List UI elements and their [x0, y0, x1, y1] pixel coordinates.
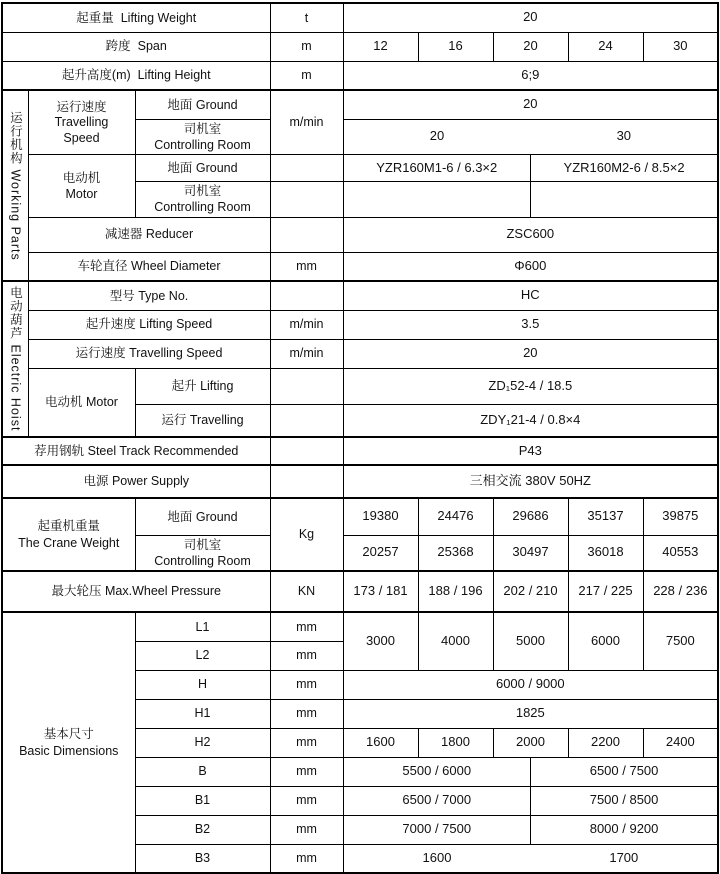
crane-weight-value-cell: 35137 — [568, 498, 643, 535]
hoist-motor-lifting-unit — [270, 368, 343, 404]
label-en: The Crane Weight — [18, 535, 120, 550]
wp-motor-room-value-right — [531, 182, 719, 218]
label-zh: 司机室 — [183, 537, 222, 552]
row-wheel-pressure — [2, 571, 718, 612]
span-unit: m — [270, 32, 343, 61]
dim-h1-unit: mm — [270, 699, 343, 728]
label-en: Type No. — [138, 288, 189, 303]
label-zh: 运行 — [161, 413, 187, 428]
dim-b-value-left: 5500 / 6000 — [343, 757, 531, 786]
power-supply-value: 三相交流 380V 50HZ — [343, 465, 718, 498]
dim-l1-label: L1 — [135, 612, 270, 641]
hoist-motor-lifting-value: ZD₁52-4 / 18.5 — [343, 368, 718, 404]
steel-track-unit — [270, 437, 343, 465]
dim-b1-value-right: 7500 / 8500 — [531, 786, 719, 815]
wp-motor-room-label — [135, 182, 270, 218]
steel-track-value: P43 — [343, 437, 718, 465]
dim-b-label: B — [135, 757, 270, 786]
label-zh: 最大轮压 — [51, 584, 102, 599]
wp-motor-ground-label — [135, 155, 270, 182]
row-lifting-height — [2, 61, 718, 90]
label-zh: 起升 — [171, 378, 197, 393]
label-en: Electric Hoist — [8, 344, 23, 432]
hoist-lifting-speed-value: 3.5 — [343, 310, 718, 339]
power-supply-label — [2, 465, 270, 498]
label-zh: 运行机构 — [8, 110, 23, 165]
wp-motor-label — [28, 155, 135, 218]
crane-weight-value-cell: 36018 — [568, 535, 643, 571]
dim-h2-label: H2 — [135, 728, 270, 757]
dim-b2-value-left: 7000 / 7500 — [343, 815, 531, 844]
crane-weight-room-label — [135, 535, 270, 571]
hoist-motor-lifting-label — [135, 368, 270, 404]
reducer-label — [28, 217, 270, 252]
span-value-cell: 30 — [643, 32, 718, 61]
hoist-motor-travelling-label — [135, 404, 270, 437]
label-en: Controlling Room — [154, 137, 251, 152]
crane-weight-value-cell: 40553 — [643, 535, 718, 571]
crane-weight-value-cell: 19380 — [343, 498, 418, 535]
row-span — [2, 32, 718, 61]
wp-speed-room-value-left: 20 — [343, 119, 531, 155]
dim-b3-unit: mm — [270, 844, 343, 873]
wheel-pressure-label — [2, 571, 270, 612]
label-en: Power Supply — [111, 474, 190, 489]
wp-travelling-speed-label — [28, 90, 135, 155]
hoist-travelling-speed-value: 20 — [343, 339, 718, 368]
label-en: Max.Wheel Pressure — [104, 584, 221, 599]
dim-h2-unit: mm — [270, 728, 343, 757]
lifting-height-unit: m — [270, 61, 343, 90]
hoist-lifting-speed-label — [28, 310, 270, 339]
hoist-type-label — [28, 281, 270, 310]
row-steel-track — [2, 437, 718, 465]
dim-b3-value-left: 1600 — [343, 844, 531, 873]
row-lifting-weight — [2, 3, 718, 32]
hoist-travelling-speed-unit: m/min — [270, 339, 343, 368]
lifting-weight-value: 20 — [343, 3, 718, 32]
label-zh: 起重机重量 — [37, 519, 100, 534]
wp-motor-room-value-left — [343, 182, 531, 218]
label-zh: 荐用钢轨 — [34, 443, 85, 458]
hoist-travelling-speed-label — [28, 339, 270, 368]
dim-b3-value-right: 1700 — [531, 844, 719, 873]
basic-dimensions-label — [2, 612, 135, 873]
hoist-lifting-speed-unit: m/min — [270, 310, 343, 339]
hoist-motor-label — [28, 368, 135, 437]
wheel-diameter-value: Φ600 — [343, 252, 718, 281]
crane-weight-value-cell: 30497 — [493, 535, 568, 571]
label-zh: 运行速度 — [75, 346, 126, 361]
lifting-weight-label — [2, 3, 270, 32]
crane-weight-value-cell: 24476 — [418, 498, 493, 535]
hoist-type-unit — [270, 281, 343, 310]
label-en: Controlling Room — [154, 200, 251, 215]
wheel-pressure-unit: KN — [270, 571, 343, 612]
label-en: Motor — [86, 395, 118, 410]
wp-speed-room-value-right: 30 — [531, 119, 719, 155]
dim-l2-unit: mm — [270, 641, 343, 670]
dim-l-value-cell: 3000 — [343, 612, 418, 670]
dim-l2-label: L2 — [135, 641, 270, 670]
row-wp-motor-ground — [2, 155, 718, 182]
dim-b1-unit: mm — [270, 786, 343, 815]
dim-h1-label: H1 — [135, 699, 270, 728]
dim-h-value: 6000 / 9000 — [343, 670, 718, 699]
label-en: Lifting Height — [137, 68, 211, 83]
hoist-type-value: HC — [343, 281, 718, 310]
label-zh: 基本尺寸 — [43, 727, 94, 742]
crane-weight-label — [2, 498, 135, 571]
label-en: Motor — [65, 186, 98, 201]
label-en: Travelling Speed — [129, 346, 223, 361]
electric-hoist-section-label — [2, 281, 28, 437]
label-en: Travelling Speed — [54, 115, 109, 145]
span-value-cell: 12 — [343, 32, 418, 61]
crane-weight-value-cell: 25368 — [418, 535, 493, 571]
lifting-weight-unit: t — [270, 3, 343, 32]
span-value-cell: 24 — [568, 32, 643, 61]
hoist-motor-travelling-unit — [270, 404, 343, 437]
row-wheel-diameter — [2, 252, 718, 281]
span-value-cell: 16 — [418, 32, 493, 61]
steel-track-label — [2, 437, 270, 465]
lifting-height-value: 6;9 — [343, 61, 718, 90]
label-en: Span — [137, 39, 167, 54]
label-en: Ground — [195, 509, 238, 524]
dim-l-value-cell: 7500 — [643, 612, 718, 670]
wp-speed-unit: m/min — [270, 90, 343, 155]
dim-l-value-cell: 4000 — [418, 612, 493, 670]
label-zh: 电动机 — [62, 170, 101, 185]
label-en: Steel Track Recommended — [87, 443, 239, 458]
dim-b1-value-left: 6500 / 7000 — [343, 786, 531, 815]
crane-spec-table — [1, 2, 719, 874]
wp-motor-ground-value-right: YZR160M2-6 / 8.5×2 — [531, 155, 719, 182]
dim-h2-value-cell: 1800 — [418, 728, 493, 757]
dim-b-value-right: 6500 / 7500 — [531, 757, 719, 786]
label-zh: 跨度 — [105, 39, 131, 54]
label-zh: 司机室 — [183, 184, 222, 198]
label-zh: 起升速度 — [85, 317, 136, 332]
crane-weight-ground-label — [135, 498, 270, 535]
dim-b-unit: mm — [270, 757, 343, 786]
hoist-motor-travelling-value: ZDY₁21-4 / 0.8×4 — [343, 404, 718, 437]
wp-motor-ground-unit — [270, 155, 343, 182]
label-zh: 司机室 — [183, 121, 222, 136]
label-zh: 地面 — [167, 509, 193, 524]
label-en: Wheel Diameter — [130, 259, 221, 274]
wp-motor-room-unit — [270, 182, 343, 218]
dim-b3-label: B3 — [135, 844, 270, 873]
dim-h2-value-cell: 2000 — [493, 728, 568, 757]
label-zh: 地面 — [167, 97, 193, 112]
span-value-cell: 20 — [493, 32, 568, 61]
wp-motor-ground-value-left: YZR160M1-6 / 6.3×2 — [343, 155, 531, 182]
label-zh: 电动机 — [45, 395, 83, 410]
row-wp-speed-ground — [2, 90, 718, 119]
crane-weight-unit: Kg — [270, 498, 343, 571]
crane-weight-value-cell: 20257 — [343, 535, 418, 571]
label-en: Lifting — [200, 378, 234, 393]
label-en: Controlling Room — [154, 553, 251, 568]
label-zh: 运行速度 — [56, 99, 107, 114]
label-en: Basic Dimensions — [19, 743, 119, 758]
crane-weight-value-cell: 39875 — [643, 498, 718, 535]
wp-speed-room-label — [135, 119, 270, 155]
dim-l-value-cell: 5000 — [493, 612, 568, 670]
label-zh: 起重量 — [76, 10, 114, 25]
label-en: Ground — [195, 97, 238, 112]
dim-h2-value-cell: 1600 — [343, 728, 418, 757]
wp-speed-ground-label — [135, 90, 270, 119]
row-dim-l1 — [2, 612, 718, 641]
dim-h-unit: mm — [270, 670, 343, 699]
label-zh: 地面 — [167, 160, 193, 175]
dim-h-label: H — [135, 670, 270, 699]
dim-h2-value-cell: 2200 — [568, 728, 643, 757]
label-en: Working Parts — [8, 169, 23, 261]
working-parts-section-label — [2, 90, 28, 281]
label-en: Travelling — [189, 413, 244, 428]
dim-b2-unit: mm — [270, 815, 343, 844]
dim-l1-unit: mm — [270, 612, 343, 641]
crane-weight-value-cell: 29686 — [493, 498, 568, 535]
row-hoist-type — [2, 281, 718, 310]
wheel-diameter-label — [28, 252, 270, 281]
row-hoist-lifting-speed — [2, 310, 718, 339]
dim-l-value-cell: 6000 — [568, 612, 643, 670]
label-zh: 起升高度(m) — [61, 68, 131, 83]
reducer-value: ZSC600 — [343, 217, 718, 252]
dim-b1-label: B1 — [135, 786, 270, 815]
label-en: Lifting Weight — [120, 10, 197, 25]
dim-b2-label: B2 — [135, 815, 270, 844]
wheel-pressure-value-cell: 188 / 196 — [418, 571, 493, 612]
label-zh: 车轮直径 — [77, 259, 128, 274]
power-supply-unit — [270, 465, 343, 498]
label-en: Ground — [195, 160, 238, 175]
row-crane-weight-ground — [2, 498, 718, 535]
span-label — [2, 32, 270, 61]
label-zh: 电动葫芦 — [8, 286, 23, 341]
wheel-pressure-value-cell: 202 / 210 — [493, 571, 568, 612]
row-hoist-motor-lifting — [2, 368, 718, 404]
row-power-supply — [2, 465, 718, 498]
wheel-diameter-unit: mm — [270, 252, 343, 281]
label-en: Lifting Speed — [139, 317, 213, 332]
wheel-pressure-value-cell: 173 / 181 — [343, 571, 418, 612]
row-hoist-travelling-speed — [2, 339, 718, 368]
dim-h2-value-cell: 2400 — [643, 728, 718, 757]
label-en: Reducer — [145, 227, 194, 242]
wp-speed-ground-value: 20 — [343, 90, 718, 119]
reducer-unit — [270, 217, 343, 252]
wheel-pressure-value-cell: 228 / 236 — [643, 571, 718, 612]
dim-b2-value-right: 8000 / 9200 — [531, 815, 719, 844]
row-reducer — [2, 217, 718, 252]
label-zh: 型号 — [109, 288, 135, 303]
label-zh: 电源 — [83, 474, 109, 489]
dim-h1-value: 1825 — [343, 699, 718, 728]
label-zh: 减速器 — [104, 227, 143, 242]
wheel-pressure-value-cell: 217 / 225 — [568, 571, 643, 612]
lifting-height-label — [2, 61, 270, 90]
